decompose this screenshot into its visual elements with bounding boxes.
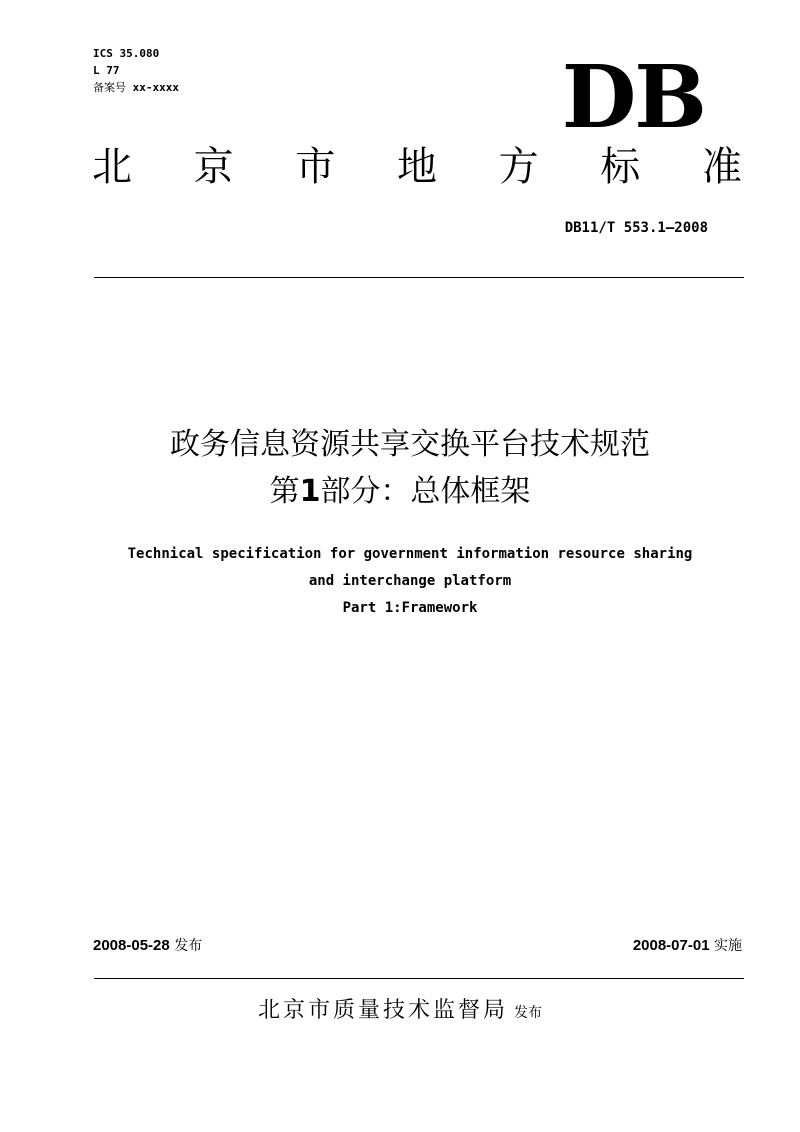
standard-type-char: 方 (498, 144, 539, 190)
effective-date (633, 936, 742, 956)
standard-number: DB11/T 553.1—2008 (564, 220, 708, 236)
chinese-title-line-2 (0, 472, 800, 512)
english-title-line-1: Technical specification for government information resource sharing (127, 546, 693, 562)
english-title-line-2: and interchange platform (308, 573, 512, 589)
bottom-divider (94, 978, 744, 979)
part-number: 1 (299, 474, 321, 509)
chinese-title-suffix: 部分：总体框架 (320, 474, 531, 509)
standard-type-char: 北 (92, 144, 132, 190)
standard-type-title (92, 142, 742, 192)
standard-type-char: 京 (193, 144, 234, 190)
ccs-code: L 77 (93, 64, 120, 77)
issue-label: 发布 (174, 938, 203, 954)
standard-type-char: 市 (295, 144, 336, 190)
record-label: 备案号 (93, 81, 126, 94)
standard-type-char: 地 (396, 144, 437, 190)
issue-date-value: 2008-05-28 (93, 937, 170, 954)
record-value: xx-xxxx (132, 81, 179, 94)
chinese-title-line-1: 政务信息资源共享交换平台技术规范 (170, 427, 650, 462)
ics-code: ICS 35.080 (93, 47, 160, 60)
standard-type-char: 准 (701, 144, 742, 190)
issuer-name: 北京市质量技术监督局 (257, 998, 508, 1023)
effective-date-value: 2008-07-01 (632, 937, 710, 954)
issue-date (93, 936, 202, 956)
top-divider (94, 277, 744, 278)
effective-label: 实施 (714, 938, 742, 954)
db-logo: DB (561, 47, 705, 148)
english-title-line-3: Part 1:Framework (342, 600, 478, 616)
issuer-suffix: 发布 (514, 1005, 542, 1021)
chinese-title-prefix: 第 (269, 474, 300, 509)
standard-type-char: 标 (600, 144, 641, 190)
issuer (0, 993, 800, 1024)
classification-codes (93, 45, 179, 96)
record-number (93, 79, 179, 96)
